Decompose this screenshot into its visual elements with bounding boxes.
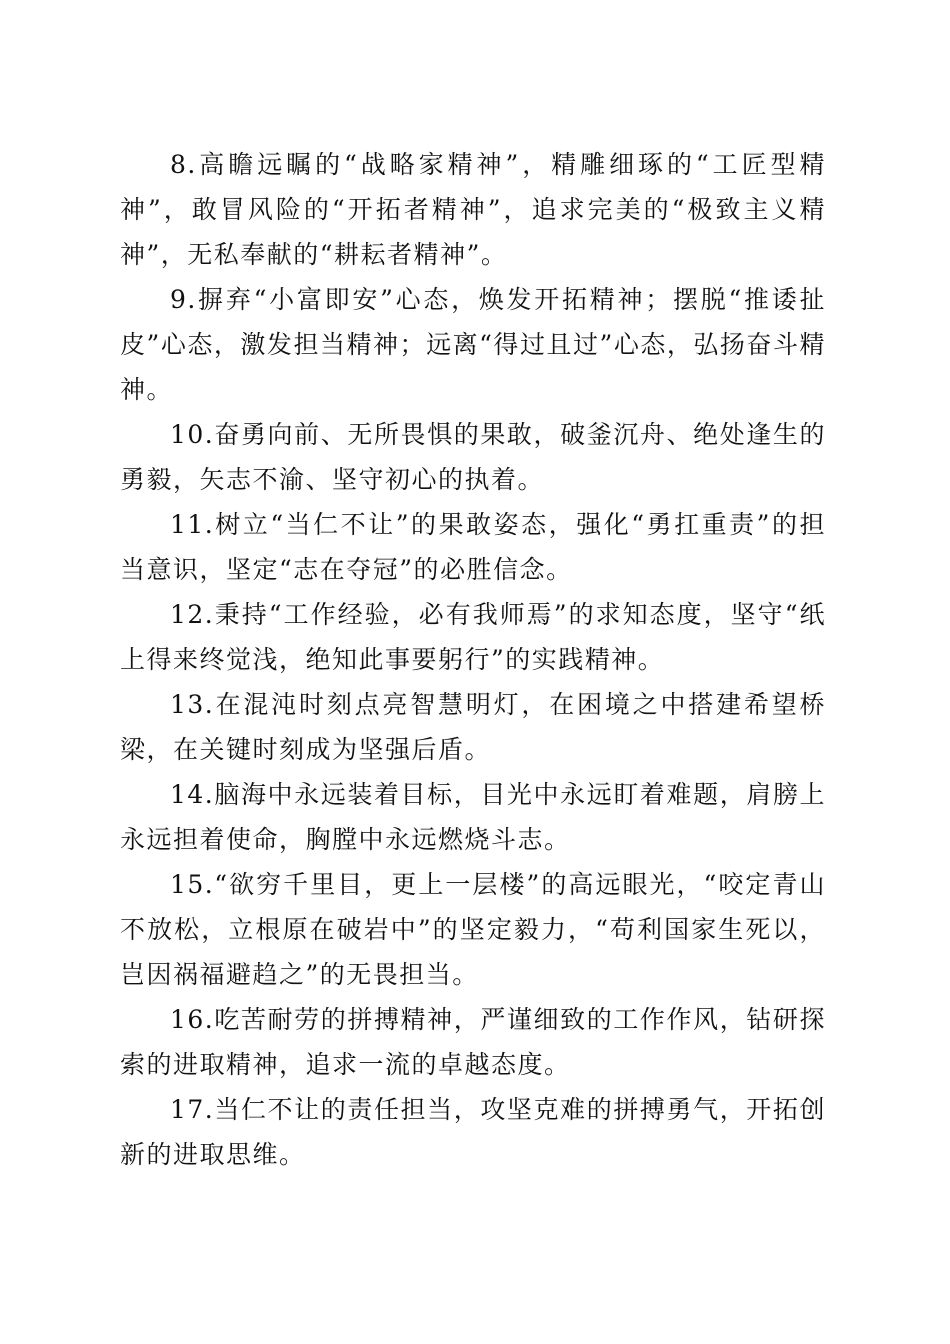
document-body xyxy=(120,142,826,1177)
paragraph-item-16: 16.吃苦耐劳的拼搏精神，严谨细致的工作作风，钻研探索的进取精神，追求一流的卓越态度。 xyxy=(120,1005,826,1079)
paragraph-item-10: 10.奋勇向前、无所畏惧的果敢，破釜沉舟、绝处逢生的勇毅，矢志不渝、坚守初心的执着。 xyxy=(120,420,826,494)
paragraph-item-14: 14.脑海中永远装着目标，目光中永远盯着难题，肩膀上永远担着使命，胸膛中永远燃烧斗志。 xyxy=(120,780,826,854)
paragraph-item-8: 8.高瞻远瞩的“战略家精神”，精雕细琢的“工匠型精神”，敢冒风险的“开拓者精神”，追求完美的“极致主义精神”，无私奉献的“耕耘者精神”。 xyxy=(120,150,826,269)
paragraph-item-13: 13.在混沌时刻点亮智慧明灯，在困境之中搭建希望桥梁，在关键时刻成为坚强后盾。 xyxy=(120,690,826,764)
paragraph-item-12: 12.秉持“工作经验，必有我师焉”的求知态度，坚守“纸上得来终觉浅，绝知此事要躬行”的实践精神。 xyxy=(120,600,826,674)
paragraph-item-9: 9.摒弃“小富即安”心态，焕发开拓精神；摆脱“推诿扯皮”心态，激发担当精神；远离“得过且过”心态，弘扬奋斗精神。 xyxy=(120,285,826,404)
paragraph-item-15: 15.“欲穷千里目，更上一层楼”的高远眼光，“咬定青山不放松，立根原在破岩中”的坚定毅力，“苟利国家生死以，岂因祸福避趋之”的无畏担当。 xyxy=(120,870,826,989)
paragraph-item-11: 11.树立“当仁不让”的果敢姿态，强化“勇扛重责”的担当意识，坚定“志在夺冠”的必胜信念。 xyxy=(120,510,826,584)
paragraph-item-17: 17.当仁不让的责任担当，攻坚克难的拼搏勇气，开拓创新的进取思维。 xyxy=(120,1095,826,1169)
